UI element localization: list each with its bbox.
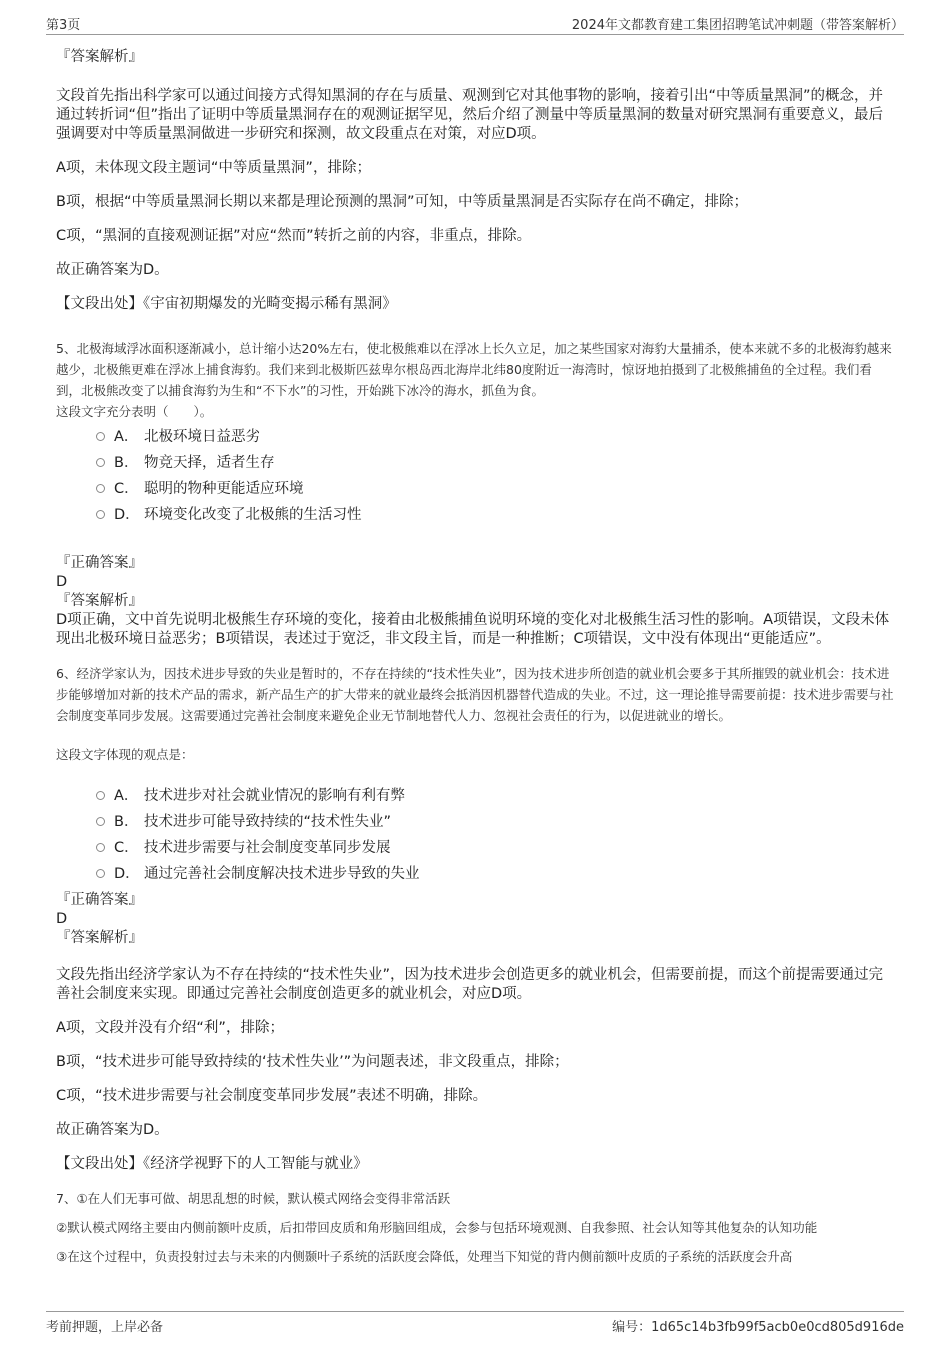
footer-slogan: 考前押题，上岸必备 — [46, 1320, 164, 1335]
page-number: 第3页 — [46, 18, 81, 33]
radio-icon[interactable] — [96, 484, 105, 493]
q5-stem: 5、北极海域浮冰面积逐渐减小，总计缩小达20%左右，使北极熊难以在浮冰上长久立足，加之某些国家对海豹大量捕杀，使本来就不多的北极海豹越来越少，北极熊更难在浮冰上捕食海豹。我们来到北极斯匹兹卑尔根岛西北海岸北纬80度附近一海湾时，惊讶地拍摄到了北极熊捕鱼的全过程。我们看到，北极熊改变了以捕食海豹为生和“不下水”的习性，开始跳下冰冷的海水，抓鱼为食。 — [56, 341, 892, 398]
q4-analysis-c: C项，“黑洞的直接观测证据”对应“然而”转折之前的内容，非重点，排除。 — [56, 228, 532, 244]
q5-option-a[interactable]: A． 北极环境日益恶劣 — [56, 424, 896, 450]
radio-icon[interactable] — [96, 869, 105, 878]
q6-prompt: 这段文字体现的观点是： — [56, 747, 194, 762]
q6-stem: 6、经济学家认为，因技术进步导致的失业是暂时的，不存在持续的“技术性失业”，因为技术进步所创造的就业机会要多于其所摧毁的就业机会：技术进步能够增加对新的技术产品的需求，新产品生产的扩大带来的就业最终会抵消因机器替代造成的失业。不过，这一理论推导需要前提：技术进步需要与社会制度变革同步发展。这需要通过完善社会制度来避免企业无节制地替代人力、忽视社会责任的行为，以促进就业的增长。 — [56, 666, 894, 723]
q6-option-d[interactable]: D． 通过完善社会制度解决技术进步导致的失业 — [56, 861, 896, 887]
q5-prompt: 这段文字充分表明（ ）。 — [56, 404, 213, 419]
q6-analysis-label: 『答案解析』 — [56, 930, 143, 946]
q7-line-3: ③在这个过程中，负责投射过去与未来的内侧颞叶子系统的活跃度会降低，处理当下知觉的背内侧前额叶皮质的子系统的活跃度会升高 — [56, 1249, 793, 1264]
q4-analysis-label: 『答案解析』 — [56, 49, 143, 65]
q6-option-a[interactable]: A． 技术进步对社会就业情况的影响有利有弊 — [56, 783, 896, 809]
q6-options — [56, 783, 896, 887]
q6-analysis-text: 文段先指出经济学家认为不存在持续的“技术性失业”，因为技术进步会创造更多的就业机会，但需要前提，而这个前提需要通过完善社会制度来实现。即通过完善社会制度创造更多的就业机会，对应D项。 — [56, 967, 884, 1002]
q6-correct-label: 『正确答案』 — [56, 892, 143, 908]
radio-icon[interactable] — [96, 843, 105, 852]
q7-line-2: ②默认模式网络主要由内侧前额叶皮质，后扣带回皮质和角形脑回组成，会参与包括环境观测、自我参照、社会认知等其他复杂的认知功能 — [56, 1220, 818, 1235]
radio-icon[interactable] — [96, 432, 105, 441]
q4-analysis-a: A项，未体现文段主题词“中等质量黑洞”，排除； — [56, 160, 371, 176]
radio-icon[interactable] — [96, 458, 105, 467]
q7-line-1: 7、①在人们无事可做、胡思乱想的时候，默认模式网络会变得非常活跃 — [56, 1191, 451, 1206]
q5-option-c[interactable]: C． 聪明的物种更能适应环境 — [56, 476, 896, 502]
q4-answer: 故正确答案为D。 — [56, 262, 169, 278]
radio-icon[interactable] — [96, 791, 105, 800]
q6-analysis-c: C项，“技术进步需要与社会制度变革同步发展”表述不明确，排除。 — [56, 1088, 488, 1104]
document-id: 编号：1d65c14b3fb99f5acb0e0cd805d916de — [612, 1320, 904, 1335]
document-body — [56, 40, 896, 1267]
radio-icon[interactable] — [96, 510, 105, 519]
q5-analysis-label: 『答案解析』 — [56, 593, 143, 609]
q6-option-b[interactable]: B． 技术进步可能导致持续的“技术性失业” — [56, 809, 896, 835]
q5-analysis: D项正确，文中首先说明北极熊生存环境的变化，接着由北极熊捕鱼说明环境的变化对北极熊生活习性的影响。A项错误，文段未体现出北极环境日益恶劣；B项错误，表述过于宽泛，非文段主旨，而是一种推断；C项错误，文中没有体现出“更能适应”。 — [56, 612, 890, 647]
page-header — [46, 12, 904, 35]
q5-correct-label: 『正确答案』 — [56, 555, 143, 571]
q5-option-b[interactable]: B． 物竞天择，适者生存 — [56, 450, 896, 476]
q4-analysis-b: B项，根据“中等质量黑洞长期以来都是理论预测的黑洞”可知，中等质量黑洞是否实际存在尚不确定，排除； — [56, 194, 748, 210]
q6-correct-answer: D — [56, 911, 68, 927]
document-title: 2024年文都教育建工集团招聘笔试冲刺题（带答案解析） — [571, 18, 904, 33]
radio-icon[interactable] — [96, 817, 105, 826]
q4-source: 【文段出处】《宇宙初期爆发的光畸变揭示稀有黑洞》 — [56, 296, 397, 312]
q6-source: 【文段出处】《经济学视野下的人工智能与就业》 — [56, 1156, 368, 1172]
q4-analysis-text: 文段首先指出科学家可以通过间接方式得知黑洞的存在与质量、观测到它对其他事物的影响，接着引出“中等质量黑洞”的概念，并通过转折词“但”指出了证明中等质量黑洞存在的观测证据罕见，然后介绍了测量中等质量黑洞的数量对研究黑洞有重要意义，最后强调要对中等质量黑洞做进一步研究和探测，故文段重点在对策，对应D项。 — [56, 88, 884, 142]
q6-option-c[interactable]: C． 技术进步需要与社会制度变革同步发展 — [56, 835, 896, 861]
q5-option-d[interactable]: D． 环境变化改变了北极熊的生活习性 — [56, 502, 896, 528]
q6-analysis-a: A项，文段并没有介绍“利”，排除； — [56, 1020, 284, 1036]
q5-correct-answer: D — [56, 574, 68, 590]
q6-analysis-b: B项，“技术进步可能导致持续的‘技术性失业’”为问题表述，非文段重点，排除； — [56, 1054, 569, 1070]
q6-answer: 故正确答案为D。 — [56, 1122, 169, 1138]
page-footer — [46, 1311, 904, 1336]
q5-options — [56, 424, 896, 528]
